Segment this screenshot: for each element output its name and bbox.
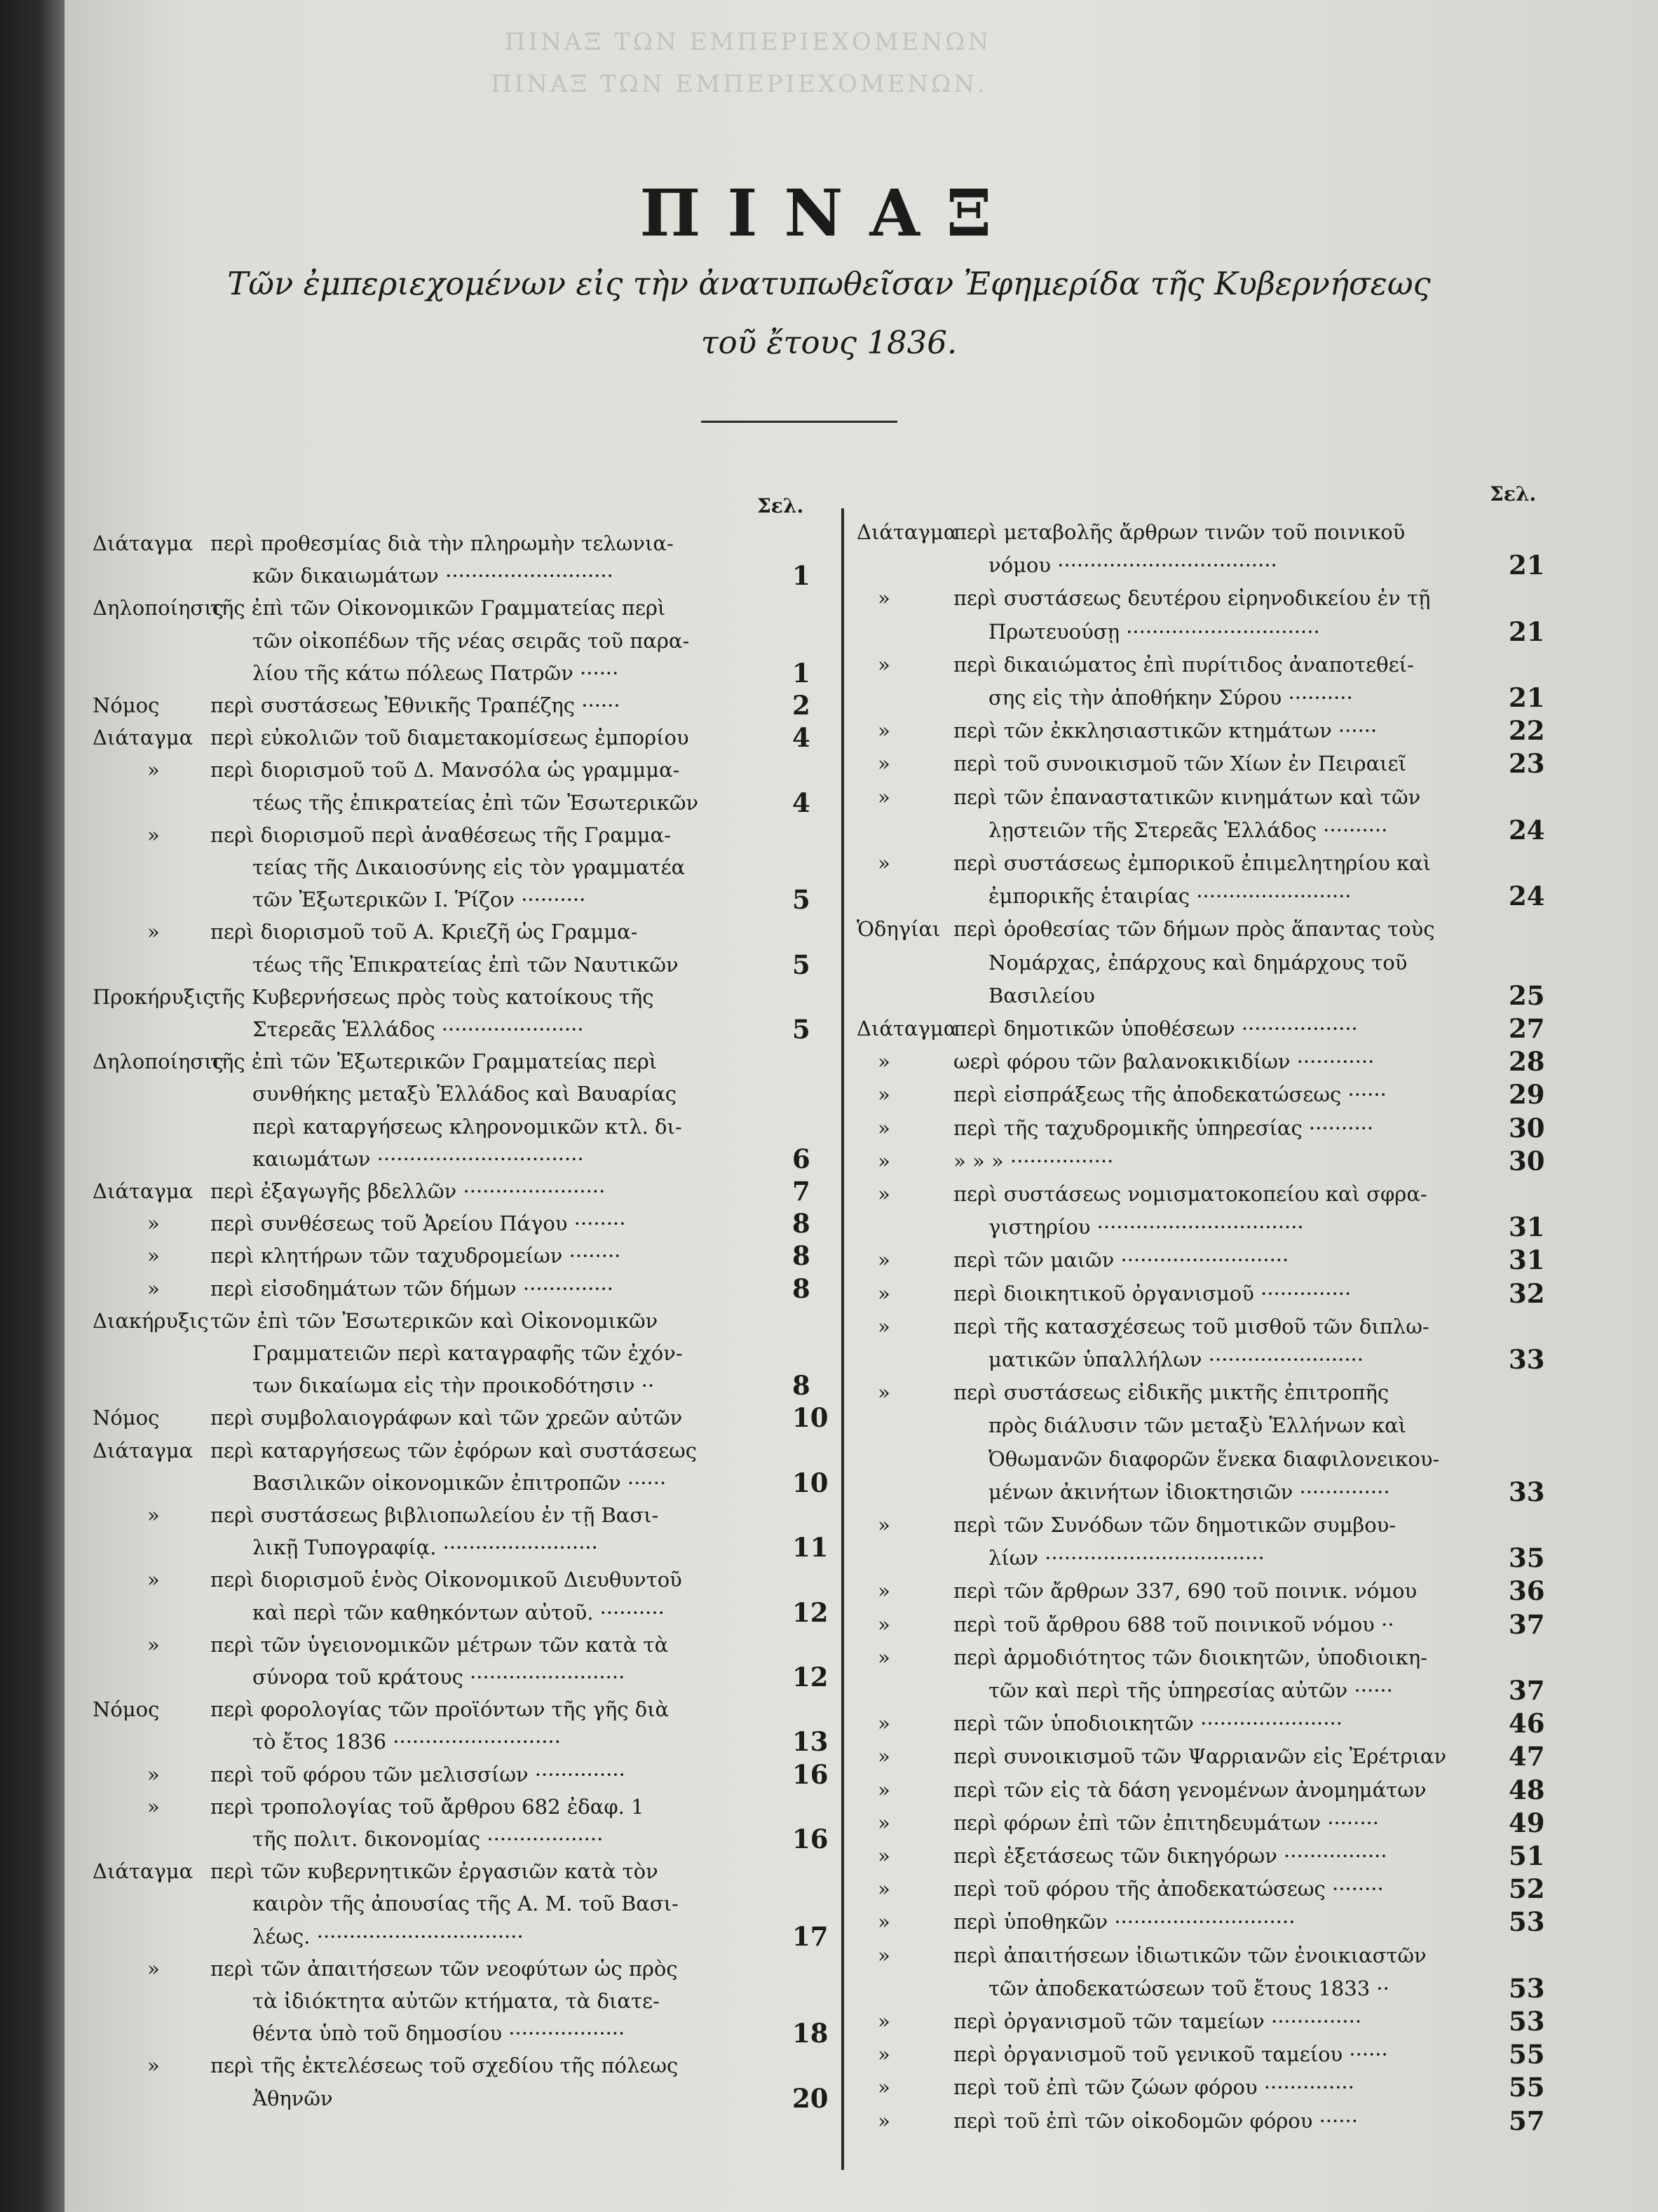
bleed-through-text: ΠΙΝΑΞ ΤΩΝ ΕΜΠΕΡΙΕΧΟΜΕΝΩΝ (505, 28, 992, 56)
entry-text-line: τὸ ἔτος 1836 ·························· (252, 1730, 561, 1754)
entry-text-line: περὶ τῶν ὑποδιοικητῶν ······················ (953, 1711, 1343, 1736)
entry-text-line: Πρωτευούσῃ ······························ (988, 619, 1320, 644)
entry-text-line: περὶ συστάσεως βιβλιοπωλείου ἐν τῇ Βασι- (210, 1503, 659, 1527)
entry-text-line: τὰ ἰδιόκτητα αὐτῶν κτήματα, τὰ διατε- (252, 1989, 660, 2013)
entry-type-label: » (878, 1513, 890, 1537)
entry-type-label: » (878, 1579, 890, 1603)
page-number: 49 (1509, 1807, 1545, 1838)
page-number: 46 (1509, 1708, 1545, 1739)
entry-text-line: περὶ συνθέσεως τοῦ Ἀρείου Πάγου ········ (210, 1212, 626, 1236)
entry-text-line: περὶ συστάσεως νομισματοκοπείου καὶ σφρα- (953, 1182, 1427, 1206)
entry-text-line: περὶ ὀργανισμοῦ τοῦ γενικοῦ ταμείου ······ (953, 2042, 1388, 2067)
entry-text-line: Ὀθωμανῶν διαφορῶν ἕνεκα διαφιλονεικου- (988, 1446, 1440, 1471)
page-number: 21 (1509, 616, 1545, 647)
entry-text-line: περὶ συστάσεως ἐμπορικοῦ ἐπιμελητηρίου καὶ (953, 851, 1432, 875)
entry-type-label: » (878, 785, 890, 809)
page-number: 22 (1509, 715, 1545, 747)
entry-type-label: Διάταγμα (857, 520, 958, 544)
entry-type-label: » (147, 1762, 160, 1786)
entry-type-label: » (147, 1244, 160, 1268)
entry-text-line: σης εἰς τὴν ἀποθήκην Σύρου ·········· (988, 686, 1353, 710)
entry-type-label: » (878, 1050, 890, 1074)
entry-type-label: » (878, 1115, 890, 1140)
entry-type-label: » (878, 1777, 890, 1802)
title-rule (701, 421, 897, 423)
entry-text-line: περὶ προθεσμίας διὰ τὴν πληρωμὴν τελωνια- (210, 531, 674, 555)
entry-type-label: » (878, 1810, 890, 1835)
page-number: 10 (792, 1402, 829, 1434)
entry-type-label: » (147, 822, 160, 847)
entry-text-line: πρὸς διάλυσιν τῶν μεταξὺ Ἑλλήνων καὶ (988, 1413, 1407, 1438)
entry-type-label: » (878, 1711, 890, 1736)
entry-text-line: Βασιλείου (988, 983, 1095, 1007)
entry-text-line: περὶ τῆς ἐκτελέσεως τοῦ σχεδίου τῆς πόλεως (210, 2054, 679, 2078)
entry-text-line: περὶ συστάσεως Ἐθνικῆς Τραπέζης ······ (210, 693, 620, 717)
entry-type-label: » (878, 652, 890, 677)
entry-type-label: Δηλοποίησις (93, 1050, 224, 1074)
entry-text-line: τῆς ἐπὶ τῶν Οἰκονομικῶν Γραμματείας περὶ (210, 596, 666, 620)
entry-type-label: » (147, 1956, 160, 1981)
page-number: 5 (792, 949, 810, 980)
left-page-column-label: Σελ. (757, 494, 804, 517)
page-number: 25 (1509, 979, 1545, 1011)
page-number: 1 (792, 560, 810, 592)
entry-type-label: » (878, 1910, 890, 1934)
page-number: 16 (792, 1758, 829, 1790)
entry-type-label: » (878, 851, 890, 875)
page-number: 8 (792, 1208, 810, 1240)
page-number: 8 (792, 1370, 810, 1402)
entry-text-line: περὶ διορισμοῦ τοῦ Δ. Μανσόλα ὡς γραμμμα- (210, 758, 680, 782)
entry-type-label: Νόμος (93, 1406, 160, 1430)
entry-type-label: » (147, 920, 160, 944)
page-number: 20 (792, 2082, 829, 2114)
page-number: 12 (792, 1662, 829, 1692)
entry-text-line: περὶ τῶν ἄρθρων 337, 690 τοῦ ποινικ. νόμου (953, 1579, 1418, 1603)
entry-type-label: » (878, 752, 890, 776)
entry-text-line: περὶ ὑποθηκῶν ···························· (953, 1910, 1296, 1934)
page-number: 5 (792, 1014, 810, 1045)
page-number: 24 (1509, 814, 1545, 846)
entry-type-label: » (147, 1568, 160, 1592)
entry-text-line: περὶ τοῦ φόρου τῶν μελισσίων ·············· (210, 1762, 625, 1786)
entry-text-line: περὶ τοῦ φόρου τῆς ἀποδεκατώσεως ········ (953, 1877, 1384, 1901)
entry-text-line: περὶ συνοικισμοῦ τῶν Ψαρριανῶν εἰς Ἐρέτριαν (953, 1744, 1447, 1769)
entry-text-line: Ἀθηνῶν (252, 2086, 333, 2110)
entry-text-line: περὶ τῶν ἐκκλησιαστικῶν κτημάτων ······ (953, 719, 1378, 743)
page-number: 36 (1509, 1575, 1545, 1607)
entry-text-line: περὶ διορισμοῦ περὶ ἀναθέσεως τῆς Γραμμα- (210, 822, 672, 847)
entry-text-line: Στερεᾶς Ἑλλάδος ······················ (252, 1017, 584, 1041)
page-number: 33 (1509, 1476, 1545, 1507)
entry-type-label: » (878, 1281, 890, 1305)
entry-type-label: Διάταγμα (857, 1017, 958, 1040)
entry-type-label: » (147, 1276, 160, 1301)
entry-text-line: περὶ εὐκολιῶν τοῦ διαμετακομίσεως ἐμπορίου (210, 726, 689, 750)
entry-text-line: τῶν καὶ περὶ τῆς ὑπηρεσίας αὐτῶν ······ (988, 1678, 1393, 1702)
page-number: 48 (1509, 1774, 1545, 1805)
page-number: 57 (1509, 2105, 1545, 2136)
page-number: 31 (1509, 1212, 1545, 1243)
entry-type-label: » (878, 1182, 890, 1206)
page-title: ΠΙΝΑΞ (639, 175, 1019, 251)
entry-type-label: Δηλοποίησις (93, 596, 224, 620)
entry-type-label: » (878, 1314, 890, 1338)
page-number: 21 (1509, 550, 1545, 581)
entry-type-label: Διάταγμα (93, 1859, 193, 1884)
entry-text-line: περὶ τῶν κυβερνητικῶν ἐργασιῶν κατὰ τὸν (210, 1859, 658, 1884)
page-number: 8 (792, 1273, 810, 1304)
entry-type-label: » (878, 1943, 890, 1967)
entry-text-line: περὶ καταργήσεως κληρονομικῶν κτλ. δι- (252, 1114, 682, 1139)
page-number: 6 (792, 1143, 810, 1174)
entry-text-line: περὶ τοῦ ἐπὶ τῶν ζώων φόρου ·············· (953, 2075, 1354, 2100)
entry-type-label: » (878, 1877, 890, 1901)
page-number: 12 (792, 1596, 829, 1628)
page-subtitle-line2: τοῦ ἔτους 1836. (700, 324, 958, 361)
entry-text-line: καιωμάτων ································ (252, 1146, 584, 1171)
page-number: 51 (1509, 1840, 1545, 1871)
page-number: 52 (1509, 1873, 1545, 1905)
page-number: 21 (1509, 682, 1545, 713)
entry-text-line: τῆς Κυβερνήσεως πρὸς τοὺς κατοίκους τῆς (210, 984, 654, 1009)
entry-text-line: » » » ················ (953, 1148, 1114, 1173)
entry-type-label: » (878, 1844, 890, 1868)
entry-text-line: τέως τῆς Ἐπικρατείας ἐπὶ τῶν Ναυτικῶν (252, 952, 679, 977)
entry-text-line: ματικῶν ὑπαλλήλων ························ (988, 1348, 1364, 1371)
page-number: 4 (792, 787, 810, 818)
entry-text-line: περὶ τῶν ἐπαναστατικῶν κινημάτων καὶ τῶν (953, 785, 1421, 809)
page-number: 30 (1509, 1145, 1545, 1176)
entry-type-label: Διάταγμα (93, 1438, 193, 1463)
entry-type-label: Διάταγμα (93, 531, 193, 555)
entry-type-label: » (878, 2042, 890, 2067)
entry-type-label: » (147, 758, 160, 782)
page-number: 53 (1509, 1906, 1545, 1938)
entry-text-line: περὶ εἰσπράξεως τῆς ἀποδεκατώσεως ······ (953, 1083, 1387, 1107)
entry-text-line: περὶ συμβολαιογράφων καὶ τῶν χρεῶν αὐτῶν (210, 1406, 683, 1430)
page-number: 47 (1509, 1741, 1545, 1772)
entry-text-line: περὶ τροπολογίας τοῦ ἄρθρου 682 ἐδαφ. 1 (210, 1794, 644, 1819)
page-number: 24 (1509, 881, 1545, 912)
entry-text-line: τῶν ἀποδεκατώσεων τοῦ ἔτους 1833 ·· (988, 1976, 1389, 2000)
page-number: 55 (1509, 2072, 1545, 2103)
entry-text-line: τῶν Ἐξωτερικῶν Ι. Ῥίζον ·········· (252, 888, 586, 912)
page-number: 32 (1509, 1277, 1545, 1309)
bleed-through-text: ΠΙΝΑΞ ΤΩΝ ΕΜΠΕΡΙΕΧΟΜΕΝΩΝ. (491, 70, 988, 98)
page-number: 35 (1509, 1542, 1545, 1574)
entry-type-label: » (147, 1794, 160, 1819)
entry-text-line: θέντα ὑπὸ τοῦ δημοσίου ·················· (252, 2021, 625, 2046)
page-number: 5 (792, 884, 810, 916)
entry-text-line: ωερὶ φόρου τῶν βαλανοκικιδίων ············ (953, 1050, 1375, 1074)
page-number: 8 (792, 1240, 810, 1272)
entry-text-line: περὶ τῶν ὑγειονομικῶν μέτρων τῶν κατὰ τὰ (210, 1632, 669, 1657)
page-number: 16 (792, 1824, 829, 1854)
page-number: 27 (1509, 1013, 1545, 1044)
entry-text-line: Βασιλικῶν οἰκονομικῶν ἐπιτροπῶν ······ (252, 1470, 667, 1495)
entry-text-line: καιρὸν τῆς ἀπουσίας τῆς Α. Μ. τοῦ Βασι- (252, 1892, 679, 1916)
entry-text-line: περὶ τοῦ ἄρθρου 688 τοῦ ποινικοῦ νόμου ·· (953, 1612, 1394, 1636)
page-number: 31 (1509, 1244, 1545, 1276)
entry-text-line: περὶ τοῦ συνοικισμοῦ τῶν Χίων ἐν Πειραιεῖ (953, 752, 1406, 776)
entry-type-label: » (147, 2054, 160, 2078)
page-number: 13 (792, 1726, 829, 1758)
page-number: 53 (1509, 2006, 1545, 2037)
page-number: 55 (1509, 2039, 1545, 2070)
entry-text-line: λίου τῆς κάτω πόλεως Πατρῶν ······ (252, 660, 619, 685)
entry-type-label: » (147, 1212, 160, 1236)
entry-text-line: λίων ·································· (988, 1546, 1265, 1570)
entry-text-line: συνθήκης μεταξὺ Ἑλλάδος καὶ Βαυαρίας (252, 1082, 677, 1106)
entry-text-line: περὶ τῆς ταχυδρομικῆς ὑπηρεσίας ·········· (953, 1115, 1374, 1140)
page-number: 4 (792, 722, 810, 754)
page-number: 1 (792, 657, 810, 688)
entry-type-label: » (878, 719, 890, 743)
entry-text-line: περὶ καταργήσεως τῶν ἐφόρων καὶ συστάσεως (210, 1438, 698, 1463)
page-number: 10 (792, 1467, 829, 1498)
page-number: 7 (792, 1176, 810, 1207)
entry-text-line: περὶ δικαιώματος ἐπὶ πυρίτιδος ἀναποτεθεί- (953, 652, 1414, 677)
entry-type-label: » (878, 2108, 890, 2133)
entry-text-line: τῆς ἐπὶ τῶν Ἐξωτερικῶν Γραμματείας περὶ (210, 1050, 658, 1074)
entry-text-line: περὶ ὀργανισμοῦ τῶν ταμείων ·············· (953, 2009, 1362, 2033)
entry-text-line: περὶ ἁρμοδιότητος τῶν διοικητῶν, ὑποδιοικη- (953, 1645, 1427, 1669)
entry-text-line: περὶ τῶν Συνόδων τῶν δημοτικῶν συμβου- (953, 1513, 1397, 1537)
page-number: 53 (1509, 1972, 1545, 2004)
entry-text-line: περὶ φορολογίας τῶν προϊόντων τῆς γῆς διὰ (210, 1697, 670, 1722)
entry-type-label: Νόμος (93, 693, 160, 717)
entry-type-label: Διάταγμα (93, 726, 193, 750)
entry-text-line: περὶ φόρων ἐπὶ τῶν ἐπιτηδευμάτων ········ (953, 1810, 1380, 1835)
entry-text-line: περὶ δημοτικῶν ὑποθέσεων ·················· (953, 1017, 1358, 1040)
entry-text-line: μένων ἀκινήτων ἰδιοκτησιῶν ·············· (988, 1479, 1390, 1504)
entry-text-line: περὶ τῆς κατασχέσεως τοῦ μισθοῦ τῶν διπλω- (953, 1314, 1429, 1338)
entry-type-label: Νόμος (93, 1697, 160, 1722)
entry-text-line: περὶ συστάσεως δευτέρου εἰρηνοδικείου ἐν τῇ (953, 586, 1431, 611)
page-number: 11 (792, 1532, 829, 1563)
entry-type-label: » (878, 1612, 890, 1636)
entry-text-line: περὶ τοῦ ἐπὶ τῶν οἰκοδομῶν φόρου ······ (953, 2108, 1358, 2133)
entry-text-line: περὶ κλητήρων τῶν ταχυδρομείων ········ (210, 1244, 621, 1268)
page-number: 23 (1509, 748, 1545, 780)
page-number: 33 (1509, 1344, 1545, 1375)
page-number: 18 (792, 2018, 829, 2049)
page-number: 28 (1509, 1046, 1545, 1078)
entry-type-label: » (878, 1744, 890, 1769)
entry-type-label: » (147, 1632, 160, 1657)
right-page-column-label: Σελ. (1490, 482, 1537, 505)
entry-type-label: Προκήρυξις (93, 984, 215, 1009)
entry-text-line: κῶν δικαιωμάτων ·························· (252, 564, 613, 588)
entry-text-line: τέως τῆς ἐπικρατείας ἐπὶ τῶν Ἐσωτερικῶν (252, 790, 699, 815)
entry-type-label: » (878, 1148, 890, 1173)
page-number: 17 (792, 1920, 829, 1952)
entry-text-line: περὶ διορισμοῦ τοῦ Α. Κριεζῆ ὡς Γραμμα- (210, 920, 638, 944)
entry-text-line: τῶν οἰκοπέδων τῆς νέας σειρᾶς τοῦ παρα- (252, 628, 690, 653)
entry-type-label: » (878, 586, 890, 611)
entry-text-line: καὶ περὶ τῶν καθηκόντων αὐτοῦ. ·········· (252, 1600, 665, 1624)
entry-text-line: περὶ μεταβολῆς ἄρθρων τινῶν τοῦ ποινικοῦ (953, 520, 1406, 544)
entry-text-line: περὶ εἰσοδημάτων τῶν δήμων ·············· (210, 1276, 613, 1301)
entry-text-line: περὶ τῶν μαιῶν ·························· (953, 1248, 1289, 1273)
entry-type-label: Διάταγμα (93, 1179, 193, 1203)
page-number: 29 (1509, 1079, 1545, 1111)
entry-text-line: Γραμματειῶν περὶ καταγραφῆς τῶν ἐχόν- (252, 1341, 683, 1365)
entry-text-line: τῆς πολιτ. δικονομίας ·················· (252, 1827, 604, 1851)
entry-text-line: περὶ ἐξετάσεως τῶν δικηγόρων ················ (953, 1844, 1387, 1868)
entry-text-line: περὶ συστάσεως εἰδικῆς μικτῆς ἐπιτροπῆς (953, 1380, 1389, 1405)
entry-text-line: περὶ ὁροθεσίας τῶν δήμων πρὸς ἅπαντας τοὺς (953, 917, 1435, 942)
entry-type-label: Διακήρυξις (93, 1308, 209, 1333)
entry-text-line: τῶν ἐπὶ τῶν Ἐσωτερικῶν καὶ Οἰκονομικῶν (210, 1308, 658, 1333)
page-number: 37 (1509, 1608, 1545, 1640)
entry-text-line: περὶ διορισμοῦ ἑνὸς Οἰκονομικοῦ Διευθυντοῦ (210, 1568, 682, 1592)
entry-type-label: » (147, 1503, 160, 1527)
page-number: 37 (1509, 1675, 1545, 1706)
entry-text-line: περὶ τῶν εἰς τὰ δάση γενομένων ἀνομημάτων (953, 1777, 1427, 1802)
entry-text-line: περὶ ἐξαγωγῆς βδελλῶν ······················ (210, 1179, 606, 1203)
entry-text-line: λικῇ Τυπογραφίᾳ. ························ (252, 1535, 598, 1560)
entry-text-line: λῃστειῶν τῆς Στερεᾶς Ἑλλάδος ·········· (988, 817, 1388, 842)
page-number: 30 (1509, 1112, 1545, 1144)
entry-text-line: περὶ ἀπαιτήσεων ἰδιωτικῶν τῶν ἐνοικιαστῶν (953, 1943, 1427, 1967)
entry-type-label: » (878, 1248, 890, 1273)
entry-text-line: περὶ τῶν ἀπαιτήσεων τῶν νεοφύτων ὡς πρὸς (210, 1956, 678, 1981)
entry-type-label: » (878, 1083, 890, 1107)
page-number: 2 (792, 690, 810, 721)
entry-text-line: νόμου ·································· (988, 553, 1277, 578)
entry-text-line: των δικαίωμα εἰς τὴν προικοδότησιν ·· (252, 1373, 655, 1398)
entry-type-label: » (878, 2075, 890, 2100)
column-divider (841, 508, 844, 2170)
entry-type-label: » (878, 1645, 890, 1669)
page-subtitle-line1: Τῶν ἐμπεριεχομένων εἰς τὴν ἀνατυπωθεῖσαν Ἐφημερίδα τῆς Κυβερνήσεως (227, 265, 1431, 302)
entry-type-label: » (878, 1380, 890, 1405)
entry-type-label: » (878, 2009, 890, 2033)
entry-text-line: ἐμπορικῆς ἑταιρίας ························ (988, 884, 1352, 909)
entry-text-line: περὶ διοικητικοῦ ὀργανισμοῦ ·············· (953, 1281, 1352, 1305)
entry-text-line: σύνορα τοῦ κράτους ························ (252, 1665, 625, 1689)
entry-text-line: λέως. ································ (252, 1924, 524, 1948)
entry-text-line: Νομάρχας, ἐπάρχους καὶ δημάρχους τοῦ (988, 950, 1408, 975)
entry-text-line: τείας τῆς Δικαιοσύνης εἰς τὸν γραμματέα (252, 855, 686, 879)
entry-text-line: γιστηρίου ································ (988, 1215, 1304, 1240)
entry-type-label: Ὁδηγίαι (857, 917, 941, 942)
